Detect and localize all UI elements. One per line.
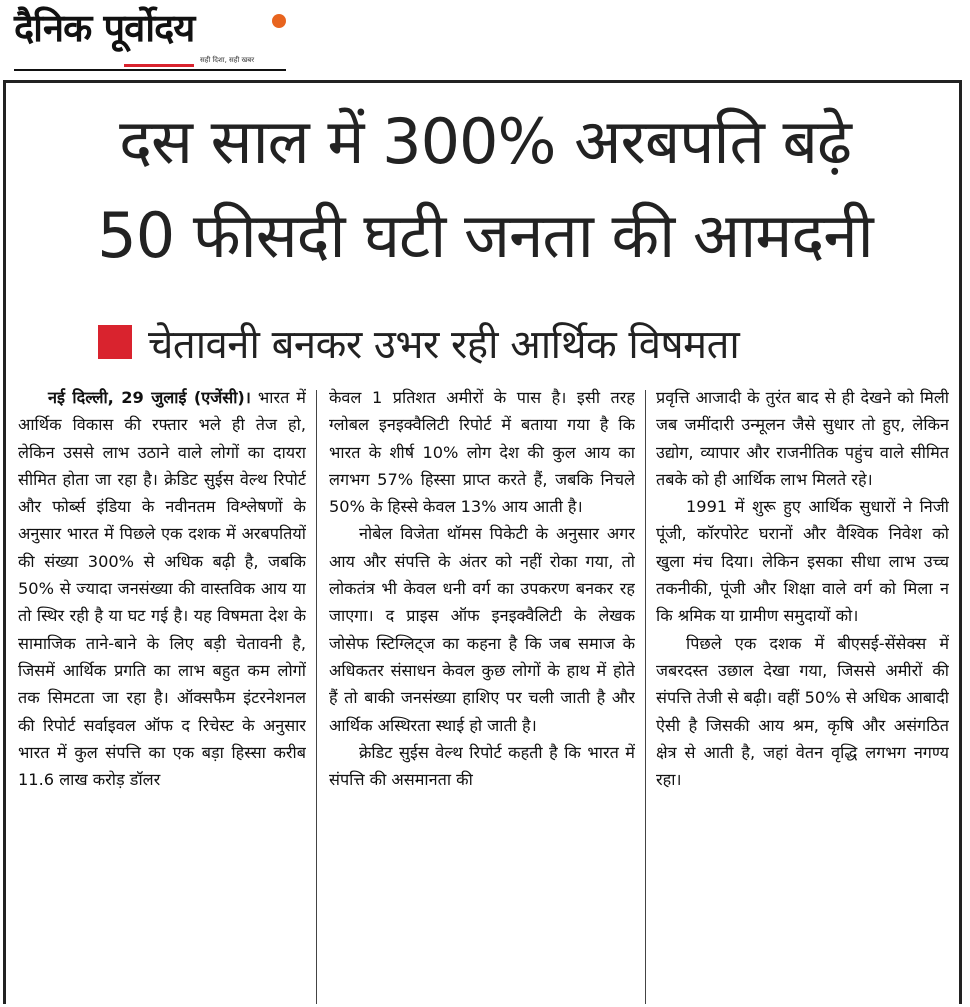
- article-paragraph: केवल 1 प्रतिशत अमीरों के पास है। इसी तरह ग्लोबल इनइक्वैलिटी रिपोर्ट में बताया गया है कि भारत के शीर्ष 10% लोग देश की कुल आय का लगभग 57% हिस्सा प्राप्त करते हैं, जबकि निचले 50% के हिस्से केवल 13% आय आती है।: [329, 388, 635, 517]
- article-paragraph: [18, 384, 306, 793]
- newspaper-tagline: सही दिशा, सही खबर: [200, 56, 255, 64]
- masthead-underline: [14, 69, 286, 71]
- column-divider: [645, 390, 646, 1004]
- article-column-1: [18, 384, 306, 1004]
- paragraph-text: भारत में आर्थिक विकास की रफ्तार भले ही तेज हो, लेकिन उससे लाभ उठाने वाले लोगों का दायरा सीमित होता जा रहा है। क्रेडिट सुईस वेल्थ रिपोर्ट और फोर्ब्स इंडिया के नवीनतम विश्लेषणों के अनुसार भारत में पिछले एक दशक में अरबपतियों की संख्या 300% से अधिक बढ़ी है, जबकि 50% से ज्यादा जनसंख्या की वास्तविक आय या तो स्थिर रही है या घट गई है। यह विषमता देश के सामाजिक ताने-बाने के लिए बड़ी चेतावनी है, जिसमें आर्थिक प्रगति का लाभ बहुत कम लोगों तक सिमटता जा रहा है। ऑक्सफैम इंटरनेशनल की रिपोर्ट सर्वाइवल ऑफ द रिचेस्ट के अनुसार भारत में कुल संपत्ति का एक बड़ा हिस्सा करीब 11.6 लाख करोड़ डॉलर: [18, 388, 306, 790]
- headline-line-2: 50 फीसदी घटी जनता की आमदनी: [97, 199, 873, 272]
- article-paragraph: 1991 में शुरू हुए आर्थिक सुधारों ने निजी पूंजी, कॉरपोरेट घरानों और वैश्विक निवेश को खुला मंच दिया। लेकिन इसका सीधा लाभ उच्च तकनीकी, पूंजी और शिक्षा वाले वर्ग को मिला न कि श्रमिक या ग्रामीण समुदायों को।: [656, 497, 949, 626]
- subheadline: [98, 312, 739, 372]
- newspaper-title: दैनिक पूर्वोदय: [14, 5, 195, 50]
- logo-red-accent: [124, 64, 194, 67]
- subheadline-text: चेतावनी बनकर उभर रही आर्थिक विषमता: [148, 321, 740, 368]
- article-paragraph: क्रेडिट सुईस वेल्थ रिपोर्ट कहती है कि भारत में संपत्ति की असमानता की: [329, 742, 635, 790]
- article-column-3: [656, 384, 949, 1004]
- dateline: नई दिल्ली, 29 जुलाई (एजेंसी)।: [48, 388, 251, 407]
- article-paragraph: नोबेल विजेता थॉमस पिकेटी के अनुसार अगर आय और संपत्ति के अंतर को नहीं रोका गया, तो लोकतंत्र भी केवल धनी वर्ग का उपकरण बनकर रह जाएगा। द प्राइस ऑफ इनइक्वैलिटी के लेखक जोसेफ स्टिग्लिट्ज का कहना है कि जब समाज के अधिकतर संसाधन केवल कुछ लोगों के हाथ में होते हैं तो बाकी जनसंख्या हाशिए पर चली जाती है और आर्थिक अस्थिरता स्थाई हो जाती है।: [329, 524, 635, 735]
- article-column-2: [329, 384, 635, 1004]
- headline-line-1: दस साल में 300% अरबपति बढ़े: [119, 105, 851, 178]
- red-square-bullet-icon: [98, 325, 132, 359]
- article-paragraph: प्रवृत्ति आजादी के तुरंत बाद से ही देखने को मिली जब जमींदारी उन्मूलन जैसे सुधार तो हुए, लेकिन उद्योग, व्यापार और राजनीतिक पहुंच वाले सीमित तबके को ही आर्थिक लाभ मिलते रहे।: [656, 388, 949, 489]
- column-divider: [316, 390, 317, 1004]
- masthead-logo: [14, 6, 286, 72]
- article-paragraph: पिछले एक दशक में बीएसई-सेंसेक्स में जबरदस्त उछाल देखा गया, जिससे अमीरों की संपत्ति तेजी से बढ़ी। वहीं 50% से अधिक आबादी ऐसी है जिसकी आय श्रम, कृषि और असंगठित क्षेत्र से आती है, जहां वेतन वृद्धि लगभग नगण्य रहा।: [656, 633, 949, 790]
- logo-dot-icon: [272, 14, 286, 28]
